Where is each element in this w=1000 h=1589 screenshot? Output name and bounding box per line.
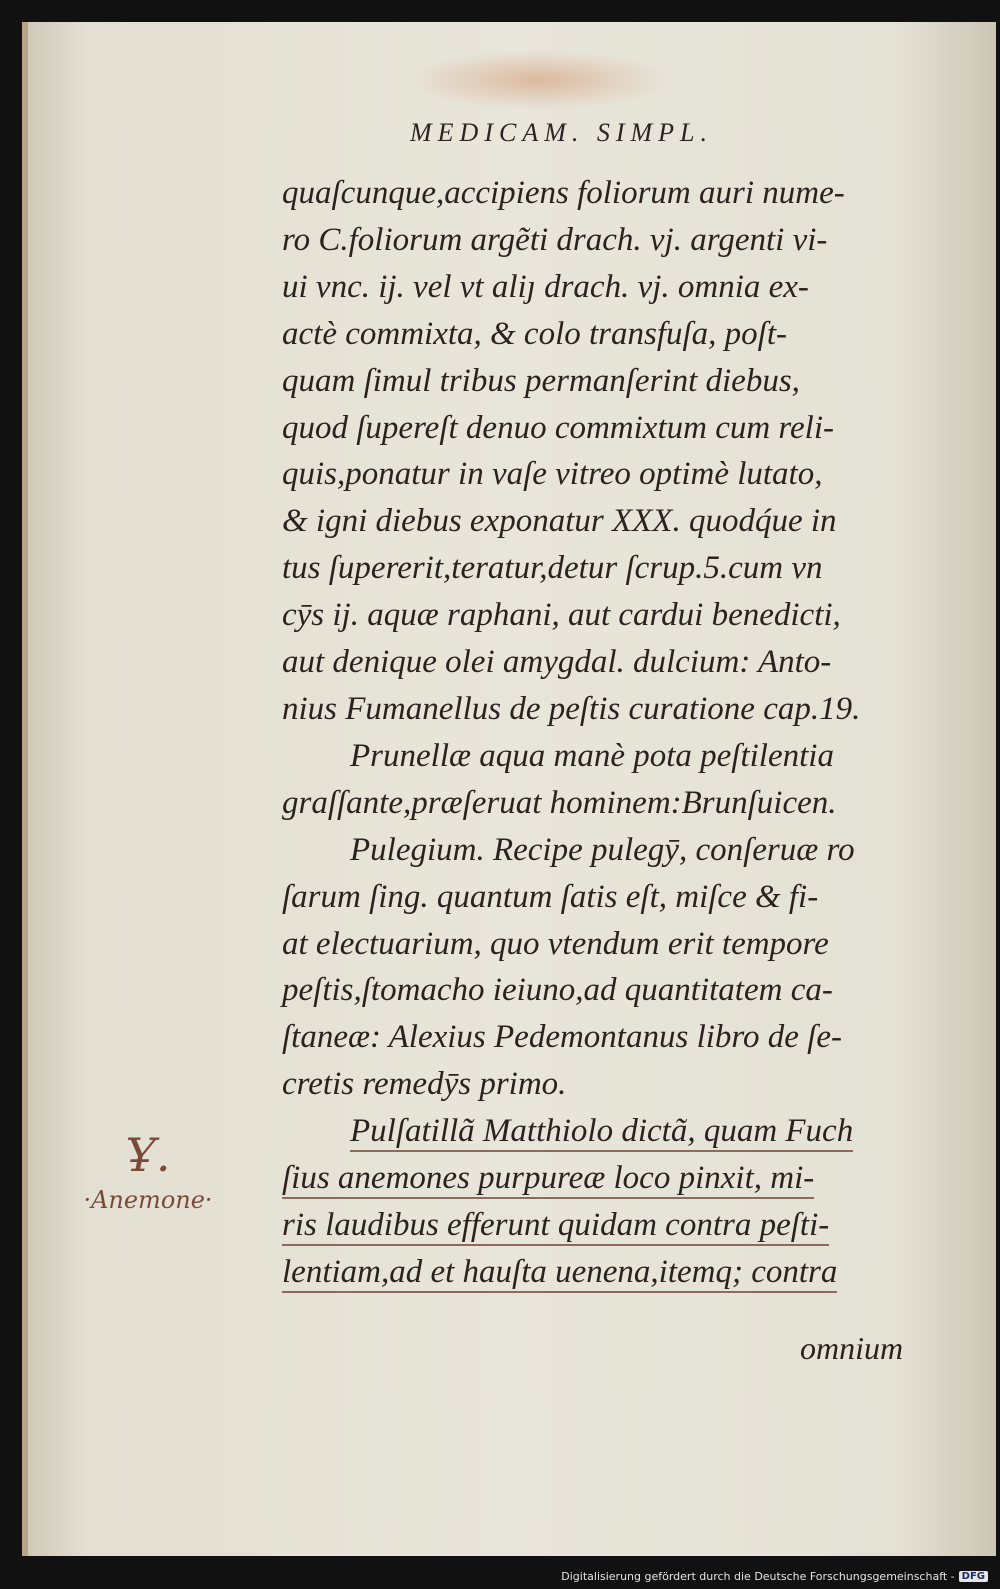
footer-credit — [561, 1570, 988, 1583]
text-line: ſtaneæ: Alexius Pedemontanus libro de ſe- — [282, 1019, 842, 1056]
body-text — [282, 170, 952, 1296]
text-line — [282, 1155, 952, 1202]
text-line: cretis remedȳs primo. — [282, 1066, 567, 1103]
text-line: Pulegium. Recipe pulegȳ, conſeruæ ro — [350, 831, 855, 868]
text-line: peſtis,ſtomacho ieiuno,ad quantitatem ca- — [282, 972, 833, 1009]
text-line: tus ſupererit,teratur,detur ſcrup.5.cum vn — [282, 550, 823, 587]
text-line: nius Fumanellus de peſtis curatione cap.19. — [282, 690, 861, 727]
underlined-text: lentiam,ad et hauſta uenena,itemq; contra — [282, 1254, 837, 1293]
text-line: aut denique olei amygdal. dulcium: Anto- — [282, 644, 832, 681]
text-line: Prunellæ aqua manè pota peſtilentia — [350, 737, 834, 774]
underlined-text: Pulſatillã Matthiolo dictã, quam Fuch — [350, 1113, 853, 1152]
text-line: quam ſimul tribus permanſerint diebus, — [282, 362, 800, 399]
text-line — [282, 1202, 952, 1249]
footer-text: Digitalisierung gefördert durch die Deutsche Forschungsgemeinschaft - — [561, 1570, 955, 1583]
underlined-text: ſius anemones purpureæ loco pinxit, mi- — [282, 1160, 814, 1199]
text-line — [282, 1108, 952, 1155]
dfg-logo: DFG — [959, 1571, 988, 1582]
text-line: at electuarium, quo vtendum erit tempore — [282, 925, 829, 962]
running-header: MEDICAM. SIMPL. — [410, 118, 714, 147]
text-line: quis,ponatur in vaſe vitreo optimè lutato, — [282, 456, 823, 493]
text-line: actè commixta, & colo transfuſa, poſt- — [282, 315, 788, 352]
text-line: & igni diebus exponatur XXX. quodq́ue in — [282, 503, 837, 540]
text-line: cȳs ij. aquæ raphani, aut cardui benedicti, — [282, 597, 841, 634]
text-line: ro C.foliorum argẽti drach. vj. argenti vi- — [282, 221, 828, 258]
text-line: ui vnc. ij. vel vt aliȷ drach. vj. omnia ex- — [282, 268, 809, 305]
text-line: quaſcunque,accipiens foliorum auri nume- — [282, 175, 845, 211]
catchword: omnium — [800, 1330, 904, 1366]
margin-annotation — [48, 1128, 248, 1214]
text-line: graſſante,præſeruat hominem:Brunſuicen. — [282, 784, 837, 821]
underlined-text: ris laudibus efferunt quidam contra peſti- — [282, 1207, 829, 1246]
text-line: ſarum ſing. quantum ſatis eſt, miſce & fi- — [282, 878, 819, 915]
page-stain — [408, 50, 668, 110]
margin-annotation-symbol: Ұ. — [125, 1128, 171, 1182]
text-line — [282, 1249, 952, 1296]
margin-annotation-word: ·Anemone· — [83, 1186, 213, 1214]
text-line: quod ſupereſt denuo commixtum cum reli- — [282, 409, 835, 446]
